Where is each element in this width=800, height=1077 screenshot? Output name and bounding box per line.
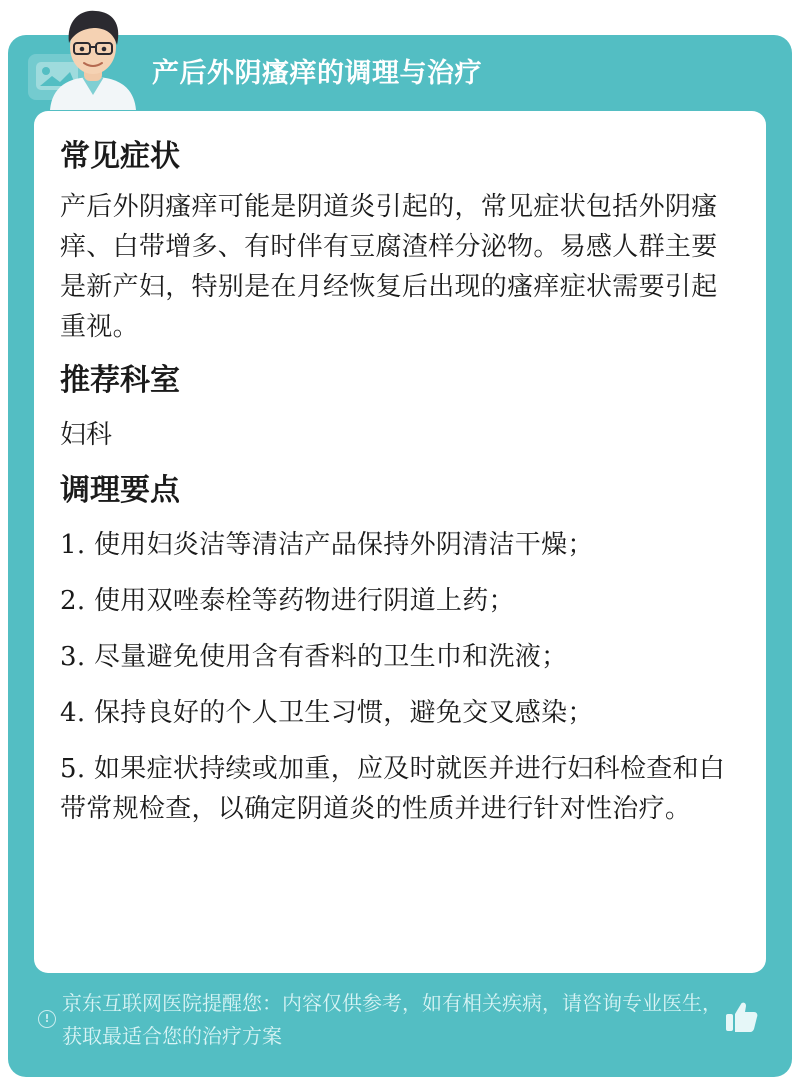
disclaimer-text: 京东互联网医院提醒您：内容仅供参考，如有相关疾病，请咨询专业医生，获取最适合您的治疗方案 [62, 991, 722, 1048]
care-list [60, 525, 740, 829]
list-item: 1. 使用妇炎洁等清洁产品保持外阴清洁干燥； [60, 530, 594, 560]
article-frame [8, 35, 792, 1077]
content-card [34, 111, 766, 973]
doctor-avatar [38, 5, 148, 110]
list-item: 3. 尽量避免使用含有香料的卫生巾和洗液； [60, 642, 568, 672]
department-text: 妇科 [60, 420, 113, 450]
symptoms-text: 产后外阴瘙痒可能是阴道炎引起的，常见症状包括外阴瘙痒、白带增多、有时伴有豆腐渣样分泌物。易感人群主要是新产妇，特别是在月经恢复后出现的瘙痒症状需要引起重视。 [60, 192, 718, 342]
list-item: 2. 使用双唑泰栓等药物进行阴道上药； [60, 586, 515, 616]
symptoms-heading: 常见症状 [60, 139, 180, 174]
thumbs-up-icon[interactable] [724, 999, 760, 1035]
list-item: 5. 如果症状持续或加重，应及时就医并进行妇科检查和白带常规检查，以确定阴道炎的性质并进行针对性治疗。 [60, 754, 726, 824]
page-title: 产后外阴瘙痒的调理与治疗 [152, 58, 482, 89]
info-icon: ! [38, 1010, 56, 1028]
department-heading: 推荐科室 [60, 363, 180, 398]
list-item: 4. 保持良好的个人卫生习惯，避免交叉感染； [60, 698, 594, 728]
care-heading: 调理要点 [60, 473, 180, 508]
